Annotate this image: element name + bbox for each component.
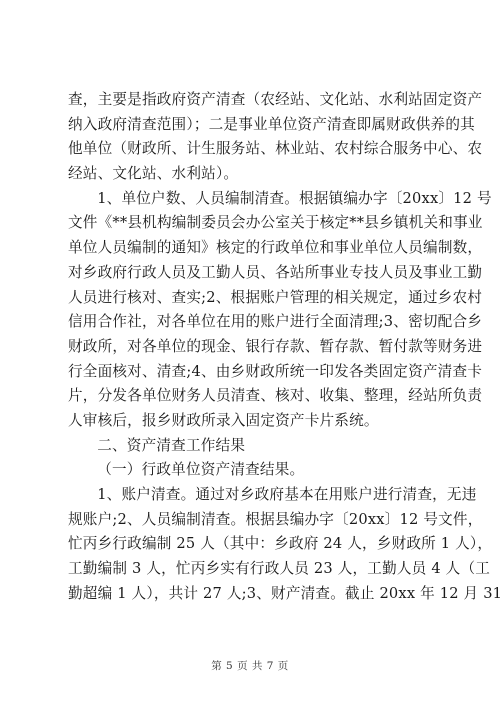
text-line: 人审核后，报乡财政所录入固定资产卡片系统。 <box>68 411 379 429</box>
text-line: 信用合作社，对各单位在用的账户进行全面清理;3、密切配合乡 <box>68 313 483 331</box>
text-line: 对乡政府行政人员及工勤人员、各站所事业专技人员及事业工勤 <box>68 263 483 281</box>
text-line: （一）行政单位资产清查结果。 <box>97 461 305 479</box>
text-line: 经站、文化站、水利站）。 <box>68 165 239 183</box>
text-line: 规账户;2、人员编制清查。根据县编办字〔20xx〕12 号文件， <box>68 510 483 528</box>
text-line: 文件《**县机构编制委员会办公室关于核定**县乡镇机关和事业 <box>68 214 483 232</box>
text-line: 二、资产清查工作结果 <box>97 436 246 454</box>
text-line: 1、账户清查。通过对乡政府基本在用账户进行清查，无违 <box>97 486 477 503</box>
page-number-footer: 第 5 页 共 7 页 <box>211 660 289 672</box>
text-line: 行全面核对、清查;4、由乡财政所统一印发各类固定资产清查卡 <box>68 362 483 380</box>
text-line: 工勤编制 3 人，忙丙乡实有行政人员 23 人，工勤人员 4 人（工 <box>68 560 491 578</box>
text-line: 他单位（财政所、计生服务站、林业站、农村综合服务中心、农 <box>68 140 483 158</box>
text-line: 人员进行核对、查实;2、根据账户管理的相关规定，通过乡农村 <box>68 288 483 306</box>
text-line: 片，分发各单位财务人员清查、核对、收集、整理，经站所负责 <box>68 387 483 405</box>
text-line: 查，主要是指政府资产清查（农经站、文化站、水利站固定资产 <box>68 91 483 108</box>
text-line: 单位人员编制的通知》核定的行政单位和事业单位人员编制数， <box>68 239 483 257</box>
text-line: 忙丙乡行政编制 25 人（其中：乡政府 24 人，乡财政所 1 人）， <box>68 535 493 553</box>
text-line: 1、单位户数、人员编制清查。根据镇编办字〔20xx〕12 号 <box>97 189 492 207</box>
text-line: 纳入政府清查范围）；二是事业单位资产清查即属财政供养的其 <box>68 115 475 133</box>
text-line: 财政所，对各单位的现金、银行存款、暂存款、暂付款等财务进 <box>68 337 483 355</box>
document-body <box>68 88 502 606</box>
text-line: 勤超编 1 人），共计 27 人;3、财产清查。截止 20xx 年 12 月 31 <box>68 584 502 602</box>
